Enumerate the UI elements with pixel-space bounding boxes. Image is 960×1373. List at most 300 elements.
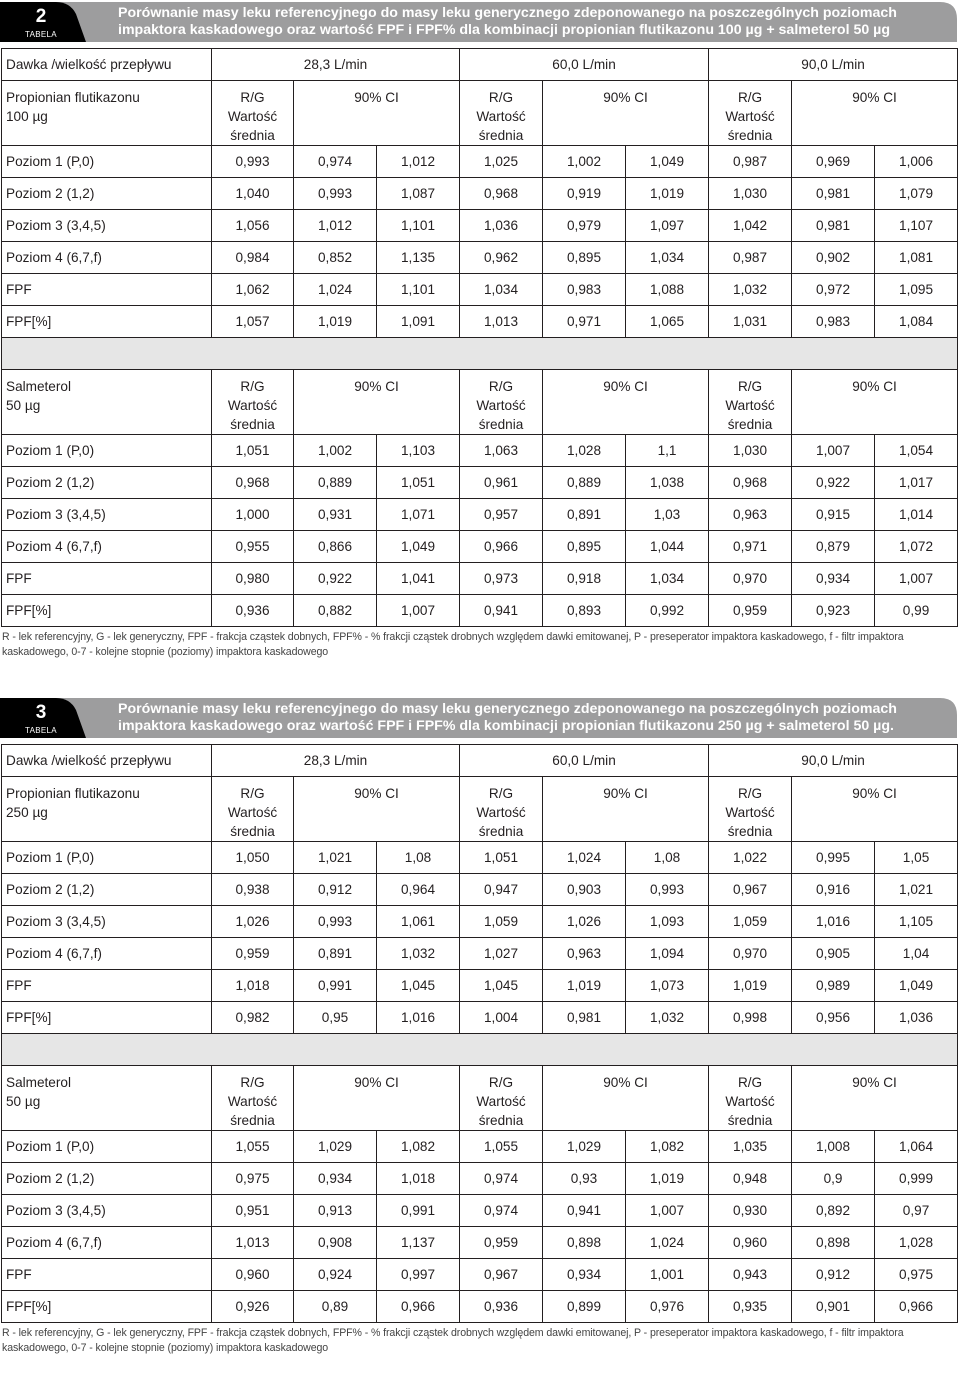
value-cell: 1,002 [294,435,377,467]
value-cell: 0,991 [294,970,377,1002]
rg-mean-header [709,81,792,146]
value-cell: 0,918 [543,563,626,595]
value-cell: 0,987 [709,242,792,274]
header-line: średnia [230,417,275,432]
table-row [2,210,958,242]
value-cell: 0,891 [294,938,377,970]
group-header-row [2,370,958,435]
value-cell: 0,998 [709,1002,792,1034]
value-cell: 0,866 [294,531,377,563]
value-cell: 0,924 [294,1259,377,1291]
value-cell: 1,095 [875,274,958,306]
value-cell: 0,898 [543,1227,626,1259]
value-cell: 1,018 [377,1163,460,1195]
table-row [2,970,958,1002]
row-label: Poziom 1 (P,0) [2,842,212,874]
table-row [2,906,958,938]
table-row [2,467,958,499]
ci-header: 90% CI [543,370,709,435]
value-cell: 1,042 [709,210,792,242]
table-row [2,938,958,970]
table-row [2,146,958,178]
header-line: Wartość [476,398,526,413]
table-row [2,1131,958,1163]
table-section [0,2,960,660]
row-label: Poziom 1 (P,0) [2,146,212,178]
table-badge-label: TABELA [25,726,57,735]
value-cell: 1,016 [792,906,875,938]
ci-header: 90% CI [792,81,958,146]
table-badge [5,4,77,40]
value-cell: 0,901 [792,1291,875,1323]
table-row [2,499,958,531]
value-cell: 0,974 [294,146,377,178]
ci-header: 90% CI [792,1066,958,1131]
value-cell: 1,044 [626,531,709,563]
value-cell: 1,034 [460,274,543,306]
substance-label [2,777,212,842]
header-line: średnia [727,128,773,143]
header-line: R/G [737,90,763,105]
value-cell: 0,898 [792,1227,875,1259]
value-cell: 0,968 [212,467,294,499]
header-line: R/G [488,786,514,801]
header-line: Wartość [476,109,526,124]
table-row [2,178,958,210]
value-cell: 1,088 [626,274,709,306]
value-cell: 1,091 [377,306,460,338]
value-cell: 1,019 [294,306,377,338]
header-line: średnia [230,824,275,839]
value-cell: 0,934 [792,563,875,595]
value-cell: 1,036 [460,210,543,242]
value-cell: 0,947 [460,874,543,906]
separator-cell [2,1034,958,1066]
value-cell: 0,967 [460,1259,543,1291]
rg-mean-header [212,1066,294,1131]
table-row [2,1259,958,1291]
value-cell: 0,968 [460,178,543,210]
value-cell: 0,943 [709,1259,792,1291]
value-cell: 1,055 [460,1131,543,1163]
value-cell: 1,082 [626,1131,709,1163]
value-cell: 0,966 [460,531,543,563]
table-row [2,842,958,874]
row-label: Poziom 4 (6,7,f) [2,938,212,970]
value-cell: 1,093 [626,906,709,938]
table-number: 3 [35,702,47,723]
value-cell: 1,007 [875,563,958,595]
value-cell: 0,912 [792,1259,875,1291]
data-table [1,744,958,1323]
value-cell: 1,041 [377,563,460,595]
flow-header-row [2,745,958,777]
rg-mean-header [709,777,792,842]
value-cell: 1,007 [626,1195,709,1227]
header-line: średnia [478,417,524,432]
value-cell: 1,059 [709,906,792,938]
ci-header: 90% CI [543,81,709,146]
rg-mean-header [212,370,294,435]
value-cell: 0,908 [294,1227,377,1259]
value-cell: 1,051 [377,467,460,499]
value-cell: 1,084 [875,306,958,338]
value-cell: 0,980 [212,563,294,595]
value-cell: 1,137 [377,1227,460,1259]
data-table [1,48,958,627]
value-cell: 0,976 [626,1291,709,1323]
value-cell: 0,970 [709,938,792,970]
substance-dose: 50 µg [6,398,41,413]
table-row [2,1163,958,1195]
table-badge-label: TABELA [25,30,57,39]
value-cell: 1,035 [709,1131,792,1163]
rg-mean-header [460,777,543,842]
value-cell: 1,032 [709,274,792,306]
table-row [2,531,958,563]
flow-header-row [2,49,958,81]
header-line: R/G [488,1075,514,1090]
value-cell: 1,034 [626,563,709,595]
substance-name: Salmeterol [6,379,71,394]
substance-dose: 100 µg [6,109,48,124]
value-cell: 0,936 [460,1291,543,1323]
header-line: średnia [727,1113,773,1128]
value-cell: 0,99 [875,595,958,627]
value-cell: 0,934 [294,1163,377,1195]
value-cell: 1,031 [709,306,792,338]
value-cell: 0,961 [460,467,543,499]
value-cell: 0,968 [709,467,792,499]
value-cell: 0,938 [212,874,294,906]
value-cell: 0,895 [543,242,626,274]
table-row [2,274,958,306]
value-cell: 1,1 [626,435,709,467]
value-cell: 1,08 [377,842,460,874]
table-row [2,874,958,906]
value-cell: 0,912 [294,874,377,906]
table-row [2,1291,958,1323]
value-cell: 1,061 [377,906,460,938]
value-cell: 0,974 [460,1195,543,1227]
value-cell: 0,967 [709,874,792,906]
rg-mean-header [709,370,792,435]
table-title-line: impaktora kaskadowego oraz wartość FPF i FPF% dla kombinacji propionian flutikazonu 250 µg + salmeterol 50 µg. [118,718,894,734]
value-cell: 0,963 [543,938,626,970]
value-cell: 1,013 [212,1227,294,1259]
value-cell: 1,017 [875,467,958,499]
value-cell: 0,993 [212,146,294,178]
value-cell: 1,082 [377,1131,460,1163]
value-cell: 1,019 [626,1163,709,1195]
row-label: Poziom 4 (6,7,f) [2,242,212,274]
value-cell: 1,054 [875,435,958,467]
value-cell: 0,93 [543,1163,626,1195]
value-cell: 1,063 [460,435,543,467]
row-label: Poziom 3 (3,4,5) [2,499,212,531]
value-cell: 1,135 [377,242,460,274]
value-cell: 0,969 [792,146,875,178]
header-line: Wartość [476,1094,526,1109]
table-row [2,435,958,467]
value-cell: 1,030 [709,178,792,210]
footnote-line: kaskadowego, 0-7 - kolejne stopnie (poziomy) impaktora kaskadowego [2,646,329,658]
value-cell: 1,032 [377,938,460,970]
value-cell: 1,059 [460,906,543,938]
separator-cell [2,338,958,370]
value-cell: 0,9 [792,1163,875,1195]
value-cell: 0,989 [792,970,875,1002]
value-cell: 1,029 [543,1131,626,1163]
value-cell: 1,019 [626,178,709,210]
value-cell: 1,012 [294,210,377,242]
value-cell: 0,919 [543,178,626,210]
value-cell: 1,038 [626,467,709,499]
value-cell: 1,062 [212,274,294,306]
value-cell: 1,097 [626,210,709,242]
header-line: Wartość [227,109,278,124]
header-line: Wartość [725,109,775,124]
value-cell: 0,983 [792,306,875,338]
value-cell: 0,966 [875,1291,958,1323]
footnote-line: R - lek referencyjny, G - lek generyczny, FPF - frakcja cząstek dobnych, FPF% - % frakcji cząstek drobnych względem dawki emitowanej, P - preseperator impaktora kaskadowego, f - filtr impaktora [2,1327,904,1339]
value-cell: 1,030 [709,435,792,467]
value-cell: 0,981 [792,178,875,210]
value-cell: 1,065 [626,306,709,338]
value-cell: 1,04 [875,938,958,970]
header-line: R/G [240,90,265,105]
value-cell: 0,941 [460,595,543,627]
header-line: średnia [727,824,773,839]
substance-label [2,1066,212,1131]
value-cell: 0,955 [212,531,294,563]
value-cell: 1,057 [212,306,294,338]
header-line: Wartość [725,805,775,820]
value-cell: 1,071 [377,499,460,531]
rg-mean-header [460,1066,543,1131]
header-line: Wartość [227,805,278,820]
value-cell: 1,049 [626,146,709,178]
rg-mean-header [460,370,543,435]
table-badge [5,700,77,736]
table-title [118,701,948,735]
rg-mean-header [212,777,294,842]
row-label: Poziom 2 (1,2) [2,874,212,906]
value-cell: 1,045 [460,970,543,1002]
value-cell: 0,893 [543,595,626,627]
value-cell: 0,892 [792,1195,875,1227]
value-cell: 0,972 [792,274,875,306]
value-cell: 1,013 [460,306,543,338]
value-cell: 0,981 [543,1002,626,1034]
value-cell: 0,922 [792,467,875,499]
value-cell: 1,094 [626,938,709,970]
value-cell: 1,025 [460,146,543,178]
row-label: Poziom 1 (P,0) [2,1131,212,1163]
value-cell: 1,081 [875,242,958,274]
table-title-bar [0,698,960,738]
ci-header: 90% CI [543,1066,709,1131]
group-separator-row [2,338,958,370]
value-cell: 0,882 [294,595,377,627]
row-label: Poziom 2 (1,2) [2,1163,212,1195]
table-row [2,1002,958,1034]
value-cell: 0,992 [626,595,709,627]
row-label: FPF[%] [2,1002,212,1034]
rg-mean-header [212,81,294,146]
substance-dose: 250 µg [6,805,48,820]
value-cell: 0,983 [543,274,626,306]
value-cell: 1,006 [875,146,958,178]
header-line: średnia [478,824,524,839]
table-number: 2 [35,6,47,27]
header-line: R/G [488,90,514,105]
header-line: średnia [230,1113,275,1128]
value-cell: 1,101 [377,274,460,306]
value-cell: 1,051 [460,842,543,874]
value-cell: 1,024 [626,1227,709,1259]
value-cell: 0,975 [875,1259,958,1291]
row-label: FPF [2,970,212,1002]
header-line: R/G [737,1075,763,1090]
group-header-row [2,81,958,146]
value-cell: 1,079 [875,178,958,210]
value-cell: 1,101 [377,210,460,242]
value-cell: 1,001 [626,1259,709,1291]
value-cell: 1,103 [377,435,460,467]
value-cell: 1,002 [543,146,626,178]
value-cell: 0,903 [543,874,626,906]
value-cell: 0,852 [294,242,377,274]
value-cell: 1,027 [460,938,543,970]
row-label: FPF [2,1259,212,1291]
header-line: R/G [737,786,763,801]
value-cell: 0,948 [709,1163,792,1195]
ci-header: 90% CI [294,777,460,842]
rg-mean-header [460,81,543,146]
value-cell: 0,960 [709,1227,792,1259]
value-cell: 0,899 [543,1291,626,1323]
ci-header: 90% CI [792,370,958,435]
row-label: FPF[%] [2,1291,212,1323]
ci-header: 90% CI [543,777,709,842]
value-cell: 0,973 [460,563,543,595]
flow-rate-header: 28,3 L/min [212,745,460,777]
value-cell: 1,019 [543,970,626,1002]
value-cell: 1,022 [709,842,792,874]
value-cell: 1,036 [875,1002,958,1034]
header-line: średnia [727,417,773,432]
value-cell: 1,028 [543,435,626,467]
value-cell: 1,008 [792,1131,875,1163]
footnote-line: R - lek referencyjny, G - lek generyczny, FPF - frakcja cząstek dobnych, FPF% - % frakcji cząstek drobnych względem dawki emitowanej, P - preseperator impaktora kaskadowego, f - filtr impaktora [2,631,904,643]
value-cell: 0,960 [212,1259,294,1291]
row-label: Poziom 3 (3,4,5) [2,210,212,242]
flow-rate-header: 90,0 L/min [709,49,958,81]
value-cell: 1,014 [875,499,958,531]
table-title-bar [0,2,960,42]
group-separator-row [2,1034,958,1066]
value-cell: 1,105 [875,906,958,938]
value-cell: 0,879 [792,531,875,563]
header-line: Wartość [725,398,775,413]
value-cell: 0,993 [294,178,377,210]
value-cell: 1,004 [460,1002,543,1034]
value-cell: 1,019 [709,970,792,1002]
value-cell: 0,984 [212,242,294,274]
substance-label [2,370,212,435]
table-row [2,1227,958,1259]
value-cell: 1,05 [875,842,958,874]
value-cell: 0,971 [709,531,792,563]
value-cell: 1,032 [626,1002,709,1034]
value-cell: 1,051 [212,435,294,467]
value-cell: 0,923 [792,595,875,627]
value-cell: 0,931 [294,499,377,531]
value-cell: 0,993 [294,906,377,938]
value-cell: 0,951 [212,1195,294,1227]
header-line: średnia [478,1113,524,1128]
value-cell: 0,902 [792,242,875,274]
value-cell: 0,959 [460,1227,543,1259]
table-section [0,698,960,1356]
row-label: FPF [2,274,212,306]
value-cell: 1,026 [543,906,626,938]
substance-dose: 50 µg [6,1094,41,1109]
row-label: FPF[%] [2,595,212,627]
table-row [2,595,958,627]
value-cell: 1,064 [875,1131,958,1163]
header-line: Wartość [476,805,526,820]
header-line: Wartość [227,398,278,413]
value-cell: 1,007 [792,435,875,467]
value-cell: 1,050 [212,842,294,874]
table-row [2,563,958,595]
table-title-line: Porównanie masy leku referencyjnego do masy leku generycznego zdeponowanego na poszczególnych poziomach [118,701,897,717]
value-cell: 0,966 [377,1291,460,1323]
value-cell: 0,997 [377,1259,460,1291]
value-cell: 1,021 [294,842,377,874]
value-cell: 1,026 [212,906,294,938]
dose-flow-label: Dawka /wielkość przepływu [2,745,212,777]
table-row [2,306,958,338]
substance-name: Propionian flutikazonu [6,90,140,105]
table-row [2,242,958,274]
value-cell: 0,889 [294,467,377,499]
row-label: Poziom 1 (P,0) [2,435,212,467]
row-label: Poziom 4 (6,7,f) [2,531,212,563]
row-label: Poziom 2 (1,2) [2,467,212,499]
table-title-line: impaktora kaskadowego oraz wartość FPF i FPF% dla kombinacji propionian flutikazonu 100 µg + salmeterol 50 µg [118,22,891,38]
value-cell: 1,012 [377,146,460,178]
value-cell: 0,89 [294,1291,377,1323]
value-cell: 0,934 [543,1259,626,1291]
value-cell: 1,072 [875,531,958,563]
flow-rate-header: 28,3 L/min [212,49,460,81]
header-line: R/G [240,379,265,394]
value-cell: 0,975 [212,1163,294,1195]
row-label: Poziom 4 (6,7,f) [2,1227,212,1259]
row-label: Poziom 3 (3,4,5) [2,906,212,938]
value-cell: 0,970 [709,563,792,595]
header-line: Wartość [725,1094,775,1109]
value-cell: 1,021 [875,874,958,906]
header-line: Wartość [227,1094,278,1109]
value-cell: 0,913 [294,1195,377,1227]
value-cell: 0,895 [543,531,626,563]
substance-name: Salmeterol [6,1075,71,1090]
substance-name: Propionian flutikazonu [6,786,140,801]
